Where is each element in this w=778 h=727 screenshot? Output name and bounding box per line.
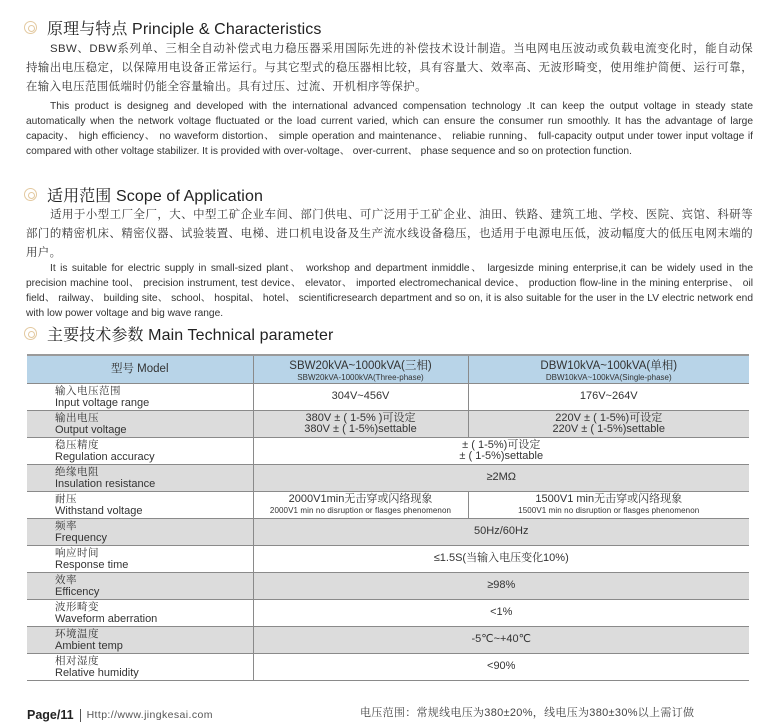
row-label-cn: 频率: [55, 519, 77, 532]
value-text: ≥98%: [487, 579, 516, 591]
table-row: [27, 626, 749, 653]
row-value-dbw: [468, 491, 749, 518]
table-row: [27, 653, 749, 680]
value-text: <90%: [487, 660, 516, 672]
scope-text-cn: 适用于小型工厂全厂，大、中型工矿企业车间、部门供电、可广泛用于工矿企业、油田、铁路、建筑工地、学校、医院、宾馆、科研等部门的精密机床、精密仪器、试验装置、电梯、进口机电设备及生产流水线设备稳压，也适用于电源电压低，波动幅度大的低压电网末端的用户。: [26, 209, 753, 259]
value-text-cn: 1500V1 min无击穿或闪络现象: [535, 492, 683, 505]
value-text-en: 220V ± ( 1-5%)settable: [552, 422, 665, 435]
table-row: [27, 545, 749, 572]
row-value-dbw: [468, 410, 749, 437]
value-text: 50Hz/60Hz: [474, 525, 529, 537]
row-label-en: Regulation accuracy: [55, 450, 155, 463]
value-text: 304V~456V: [331, 390, 390, 402]
row-label-en: Output voltage: [55, 423, 127, 436]
value-text: ≤1.5S(当输入电压变化10%): [433, 552, 569, 564]
section-title-principle: [24, 16, 321, 39]
row-label-cn: 输出电压: [55, 411, 99, 424]
header-sbw: [253, 355, 468, 383]
principle-text-en: This product is designeg and developed with the international advanced compensation technology .It can keep the output voltage in steady state automatically when the network voltage fluctuated or the load current varied, which can ensure the consumer run smoothly. It has the advantage of large capacity、 high efficiency、 no waveform distortion、 simple operation and maintenance、 reliabie running、 full-capacity output under tower input voltage if compared with other voltage stabilizer. It is provided with over-voltage、 over-current、 phase sequence and so on protection function.: [26, 101, 753, 157]
value-text: 176V~264V: [579, 390, 638, 402]
row-label-en: Response time: [55, 558, 129, 571]
row-label-en: Input voltage range: [55, 396, 150, 409]
header-sbw-sub: SBW20kVA-1000kVA(Three-phase): [297, 372, 424, 382]
row-label-cn: 耐压: [55, 492, 77, 505]
section-title-text: 原理与特点 Principle & Characteristics: [47, 21, 322, 38]
row-value: [253, 653, 749, 680]
website-link[interactable]: Http://www.jingkesai.com: [86, 709, 213, 721]
circle-bullet-icon: [24, 327, 37, 340]
row-value: [253, 626, 749, 653]
row-value-sbw: [253, 491, 468, 518]
row-label: [27, 437, 253, 464]
header-sbw-main: SBW20kVA~1000kVA(三相): [289, 359, 432, 372]
row-value-sbw: [253, 383, 468, 410]
row-label-en: Withstand voltage: [55, 504, 143, 517]
row-value: [253, 437, 749, 464]
value-text: <1%: [490, 606, 513, 618]
row-label: [27, 464, 253, 491]
value-text-cn: 380V ± ( 1-5% )可设定: [305, 411, 416, 424]
section-title-scope: [24, 183, 263, 206]
value-text: -5℃~+40℃: [471, 633, 532, 645]
value-text-en: 2000V1 min no disruption or flasges phenomenon: [269, 505, 452, 515]
row-value: [253, 518, 749, 545]
row-label-cn: 稳压精度: [55, 438, 99, 451]
section-title-text: 适用范围 Scope of Application: [47, 188, 263, 205]
row-label: [27, 383, 253, 410]
value-text-cn: 2000V1min无击穿或闪络现象: [288, 492, 433, 505]
row-label: [27, 410, 253, 437]
header-model: [27, 355, 253, 383]
row-label-en: Frequency: [55, 531, 107, 544]
row-label-cn: 相对湿度: [55, 654, 99, 667]
row-label: [27, 491, 253, 518]
principle-text-cn: SBW、DBW系列单、三相全自动补偿式电力稳压器采用国际先进的补偿技术设计制造。当电网电压波动或负载电流变化时，能自动保持输出电压稳定，以保障用电设备正常运行。与其它型式的稳压器相比较，具有容量大、效率高、无波形畸变，使用维护简便、运行可靠，在输入电压范围低端时仍能全容量输出。具有过压、过流、开机相序等保护。: [26, 43, 753, 93]
page-number: Page/11: [27, 708, 74, 722]
row-value: [253, 464, 749, 491]
row-label: [27, 599, 253, 626]
principle-paragraph-cn: [26, 40, 753, 97]
row-label-cn: 响应时间: [55, 546, 99, 559]
row-label-cn: 绝缘电阻: [55, 465, 99, 478]
row-label-cn: 效率: [55, 573, 77, 586]
row-value: [253, 599, 749, 626]
value-text: ≥2MΩ: [486, 471, 517, 483]
row-label: [27, 572, 253, 599]
table-row: [27, 518, 749, 545]
value-text-en: 380V ± ( 1-5%)settable: [304, 422, 417, 435]
row-label: [27, 518, 253, 545]
row-label-en: Ambient temp: [55, 639, 123, 652]
table-row: [27, 464, 749, 491]
circle-bullet-icon: [24, 21, 37, 34]
value-text-cn: 220V ± ( 1-5%)可设定: [555, 411, 663, 424]
table-row: [27, 410, 749, 437]
scope-paragraph-en: [26, 261, 753, 321]
table-row: [27, 599, 749, 626]
row-label: [27, 545, 253, 572]
voltage-range-note: 电压范围：常规线电压为380±20%，线电压为380±30%以上需订做: [360, 707, 695, 719]
row-label-cn: 输入电压范围: [55, 384, 121, 397]
table-header-row: [27, 355, 749, 383]
row-label-en: Waveform aberration: [55, 612, 158, 625]
table-row: [27, 383, 749, 410]
row-value-dbw: [468, 383, 749, 410]
scope-text-en: It is suitable for electric supply in small-sized plant、 workshop and department inmiddle、 largesizde mining enterprise,it can be widely used in the precision machine tool、 precision instrument, test device、 elevator、 imported electromechanical device、 production flow-line in the mining enterprise、 oil field、 railway、 building site、 school、 hospital、 hotel、 scientificresearch department and so on, it is also suitable for the user in the LV electric network end with low power voltage and big wave range.: [26, 263, 753, 319]
header-dbw: [468, 355, 749, 383]
row-label: [27, 653, 253, 680]
spec-table: [27, 354, 749, 681]
section-title-params: [24, 322, 333, 345]
scope-paragraph-cn: [26, 206, 753, 263]
value-text-en: ± ( 1-5%)settable: [459, 449, 544, 462]
section-title-text: 主要技术参数 Main Technical parameter: [47, 327, 334, 344]
table-row: [27, 572, 749, 599]
page-footer: [27, 708, 213, 722]
row-label-en: Insulation resistance: [55, 477, 156, 490]
row-label: [27, 626, 253, 653]
row-value: [253, 572, 749, 599]
row-value-sbw: [253, 410, 468, 437]
row-label-cn: 环境温度: [55, 627, 99, 640]
value-text-cn: ± ( 1-5%)可设定: [462, 438, 541, 451]
header-model-label: 型号 Model: [110, 363, 169, 376]
row-value: [253, 545, 749, 572]
value-text-en: 1500V1 min no disruption or flasges phenomenon: [518, 505, 700, 515]
principle-paragraph-en: [26, 99, 753, 159]
header-dbw-main: DBW10kVA~100kVA(单相): [540, 359, 678, 372]
row-label-en: Efficency: [55, 585, 100, 598]
table-row: [27, 491, 749, 518]
footer-divider: [80, 709, 81, 722]
circle-bullet-icon: [24, 188, 37, 201]
header-dbw-sub: DBW10kVA~100kVA(Single-phase): [545, 372, 672, 382]
table-row: [27, 437, 749, 464]
row-label-en: Relative humidity: [55, 666, 139, 679]
row-label-cn: 波形畸变: [55, 600, 99, 613]
